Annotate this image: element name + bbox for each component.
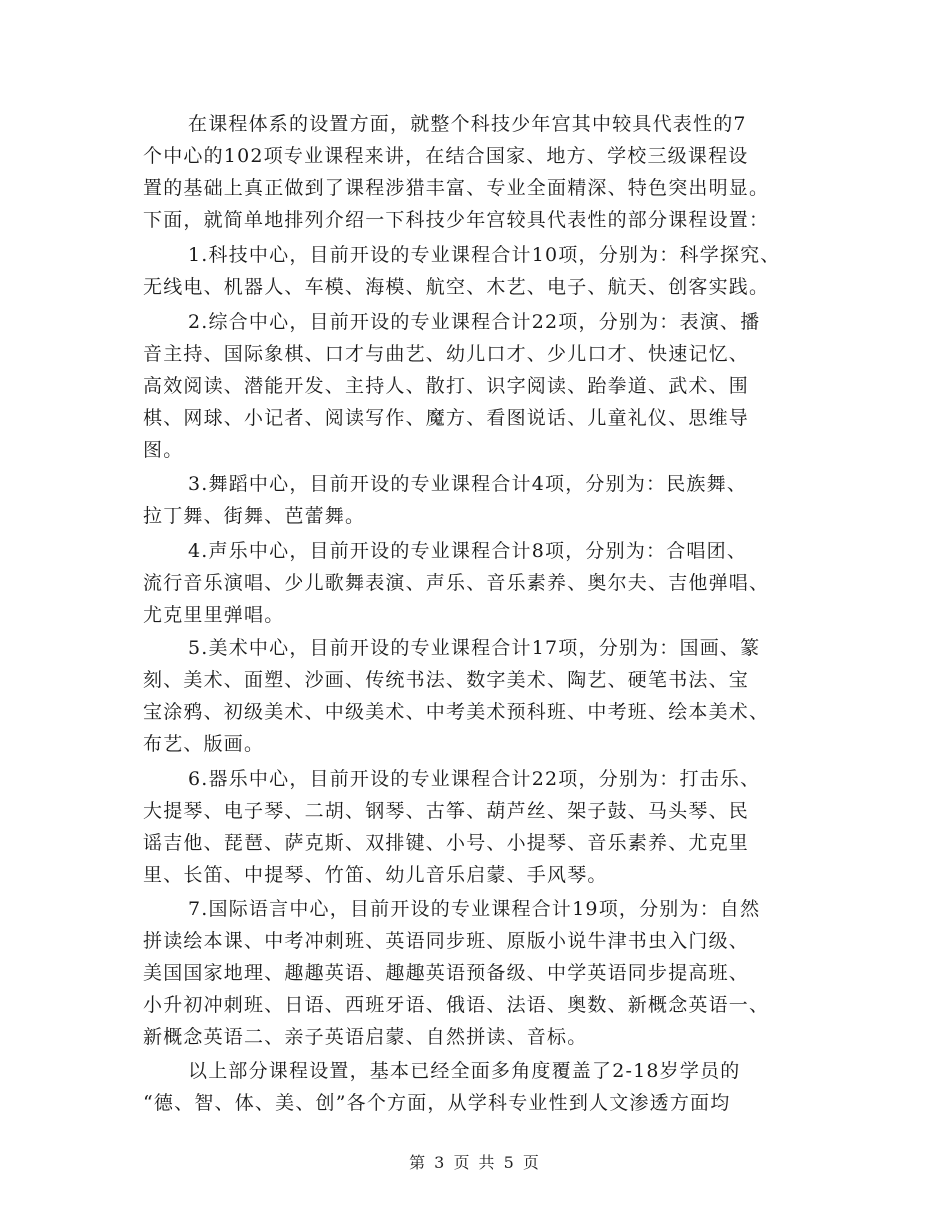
body-text-line: 大提琴、电子琴、二胡、钢琴、古筝、葫芦丝、架子鼓、马头琴、民: [143, 800, 750, 822]
body-text-line: 刻、美术、面塑、沙画、传统书法、数字美术、陶艺、硬笔书法、宝: [143, 669, 750, 691]
body-text-line: 6.器乐中心，目前开设的专业课程合计22项，分别为：打击乐、: [188, 768, 761, 790]
body-text-line: 3.舞蹈中心，目前开设的专业课程合计4项，分别为：民族舞、: [188, 473, 748, 495]
body-text-line: 1.科技中心，目前开设的专业课程合计10项，分别为：科学探究、: [188, 244, 781, 266]
body-text-line: 小升初冲刺班、日语、西班牙语、俄语、法语、奥数、新概念英语一、: [143, 994, 770, 1016]
body-text-line: 宝涂鸦、初级美术、中级美术、中考美术预科班、中考班、绘本美术、: [143, 701, 770, 723]
body-text-line: 谣吉他、琵琶、萨克斯、双排键、小号、小提琴、音乐素养、尤克里: [143, 832, 750, 854]
body-text-line: 个中心的102项专业课程来讲，在结合国家、地方、学校三级课程设: [143, 145, 749, 167]
body-text-line: 新概念英语二、亲子英语启蒙、自然拼读、音标。: [143, 1026, 588, 1048]
body-text-line: 4.声乐中心，目前开设的专业课程合计8项，分别为：合唱团、: [188, 540, 748, 562]
body-text-line: 音主持、国际象棋、口才与曲艺、幼儿口才、少儿口才、快速记忆、: [143, 343, 750, 365]
body-text-line: 拉丁舞、街舞、芭蕾舞。: [143, 505, 366, 527]
body-text-line: 以上部分课程设置，基本已经全面多角度覆盖了2-18岁学员的: [188, 1060, 741, 1082]
body-text-line: 7.国际语言中心，目前开设的专业课程合计19项，分别为：自然: [188, 898, 761, 920]
body-text-line: 美国国家地理、趣趣英语、趣趣英语预备级、中学英语同步提高班、: [143, 962, 750, 984]
body-text-line: “德、智、体、美、创”各个方面，从学科专业性到人文渗透方面均: [143, 1092, 731, 1114]
body-text-line: 图。: [143, 439, 184, 461]
body-text-line: 置的基础上真正做到了课程涉猎丰富、专业全面精深、特色突出明显。: [143, 177, 770, 199]
body-text-line: 5.美术中心，目前开设的专业课程合计17项，分别为：国画、篆: [188, 637, 761, 659]
body-text-line: 拼读绘本课、中考冲刺班、英语同步班、原版小说牛津书虫入门级、: [143, 930, 750, 952]
body-text-line: 里、长笛、中提琴、竹笛、幼儿音乐启蒙、手风琴。: [143, 864, 608, 886]
body-text-line: 无线电、机器人、车模、海模、航空、木艺、电子、航天、创客实践。: [143, 276, 770, 298]
body-text-line: 高效阅读、潜能开发、主持人、散打、识字阅读、跆拳道、武术、围: [143, 375, 750, 397]
body-text-line: 流行音乐演唱、少儿歌舞表演、声乐、音乐素养、奥尔夫、吉他弹唱、: [143, 572, 770, 594]
body-text-line: 下面，就简单地排列介绍一下科技少年宫较具代表性的部分课程设置：: [143, 209, 770, 231]
body-text-line: 在课程体系的设置方面，就整个科技少年宫其中较具代表性的7: [188, 113, 747, 135]
body-text-line: 布艺、版画。: [143, 733, 265, 755]
body-text-line: 尤克里里弹唱。: [143, 604, 285, 626]
body-text-line: 棋、网球、小记者、阅读写作、魔方、看图说话、儿童礼仪、思维导: [143, 407, 750, 429]
page-footer: 第 3 页 共 5 页: [409, 1153, 541, 1172]
body-text-line: 2.综合中心，目前开设的专业课程合计22项，分别为：表演、播: [188, 311, 761, 333]
